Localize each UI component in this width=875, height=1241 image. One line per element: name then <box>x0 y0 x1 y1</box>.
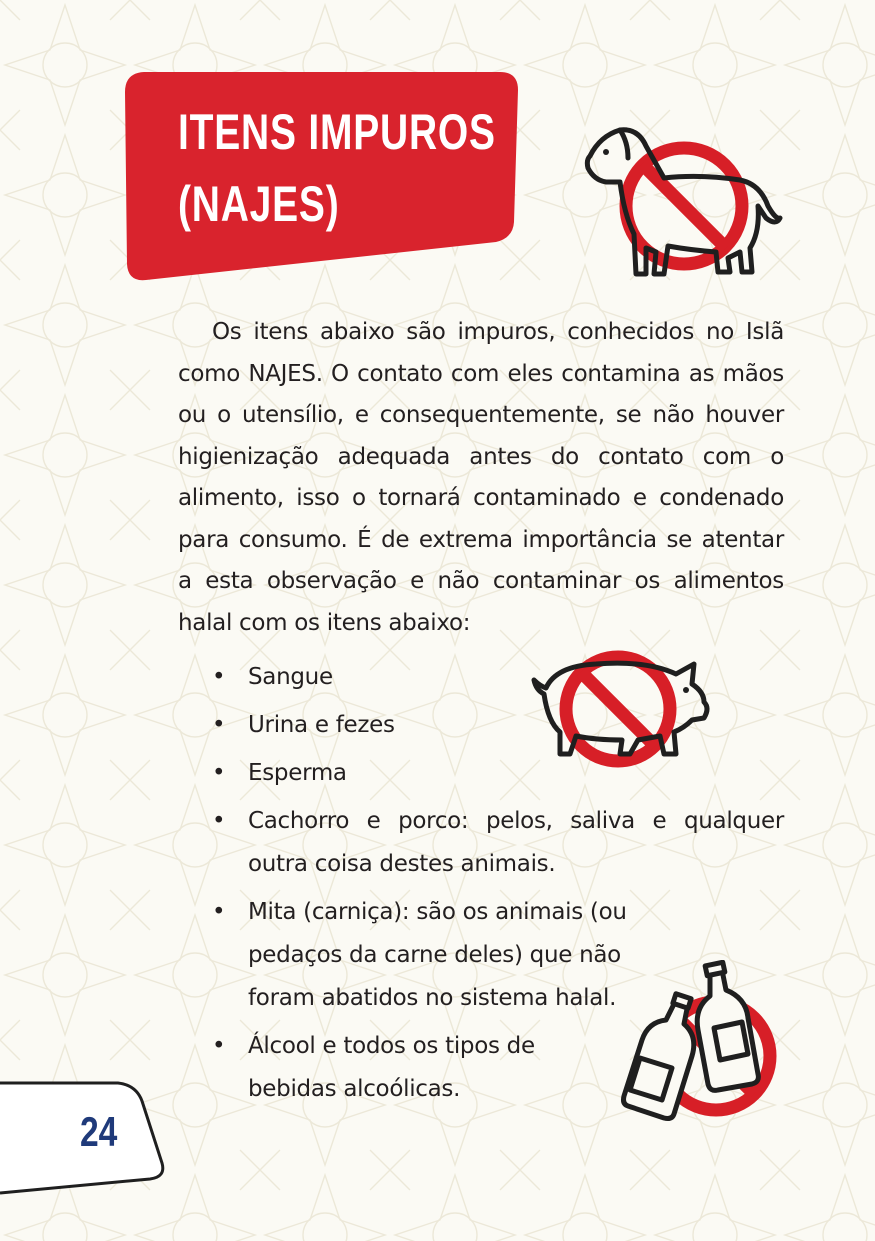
list-item-text: Cachorro e porco: pelos, saliva e qualquer outra coisa destes animais. <box>248 808 784 877</box>
list-item-text: Álcool e todos os tipos de bebidas alcoólicas. <box>248 1033 535 1102</box>
bullet-icon: • <box>212 760 226 786</box>
bullet-icon: • <box>212 899 226 925</box>
intro-paragraph: Os itens abaixo são impuros, conhecidos no Islã como NAJES. O contato com eles contamina as mãos ou o utensílio, e consequentemente, se não houver higienização adequada antes do contato com o alimento, isso o tornará contaminado e condenado para consumo. É de extrema importância se atentar a esta observação e não contaminar os alimentos halal com os itens abaixo: <box>178 319 784 636</box>
bullet-icon: • <box>212 664 226 690</box>
bullet-icon: • <box>212 808 226 834</box>
page-title <box>178 96 496 240</box>
no-alcohol-icon <box>618 960 790 1128</box>
list-item <box>212 656 792 699</box>
bullet-icon: • <box>212 712 226 738</box>
page-title-line-2: (NAJES) <box>178 176 340 232</box>
list-item <box>212 704 792 747</box>
list-item-text: Esperma <box>248 760 347 786</box>
page-title-line-1: ITENS IMPUROS <box>178 104 496 160</box>
list-item <box>212 752 792 795</box>
no-dog-icon <box>580 122 790 282</box>
list-item-text: Mita (carniça): são os animais (ou pedaços da carne deles) que não foram abatidos no sistema halal. <box>248 899 627 1011</box>
list-item-text: Urina e fezes <box>248 712 395 738</box>
bullet-icon: • <box>212 1033 226 1059</box>
page-number: 24 <box>80 1108 118 1155</box>
list-item-text: Sangue <box>248 664 333 690</box>
list-item <box>212 800 792 886</box>
